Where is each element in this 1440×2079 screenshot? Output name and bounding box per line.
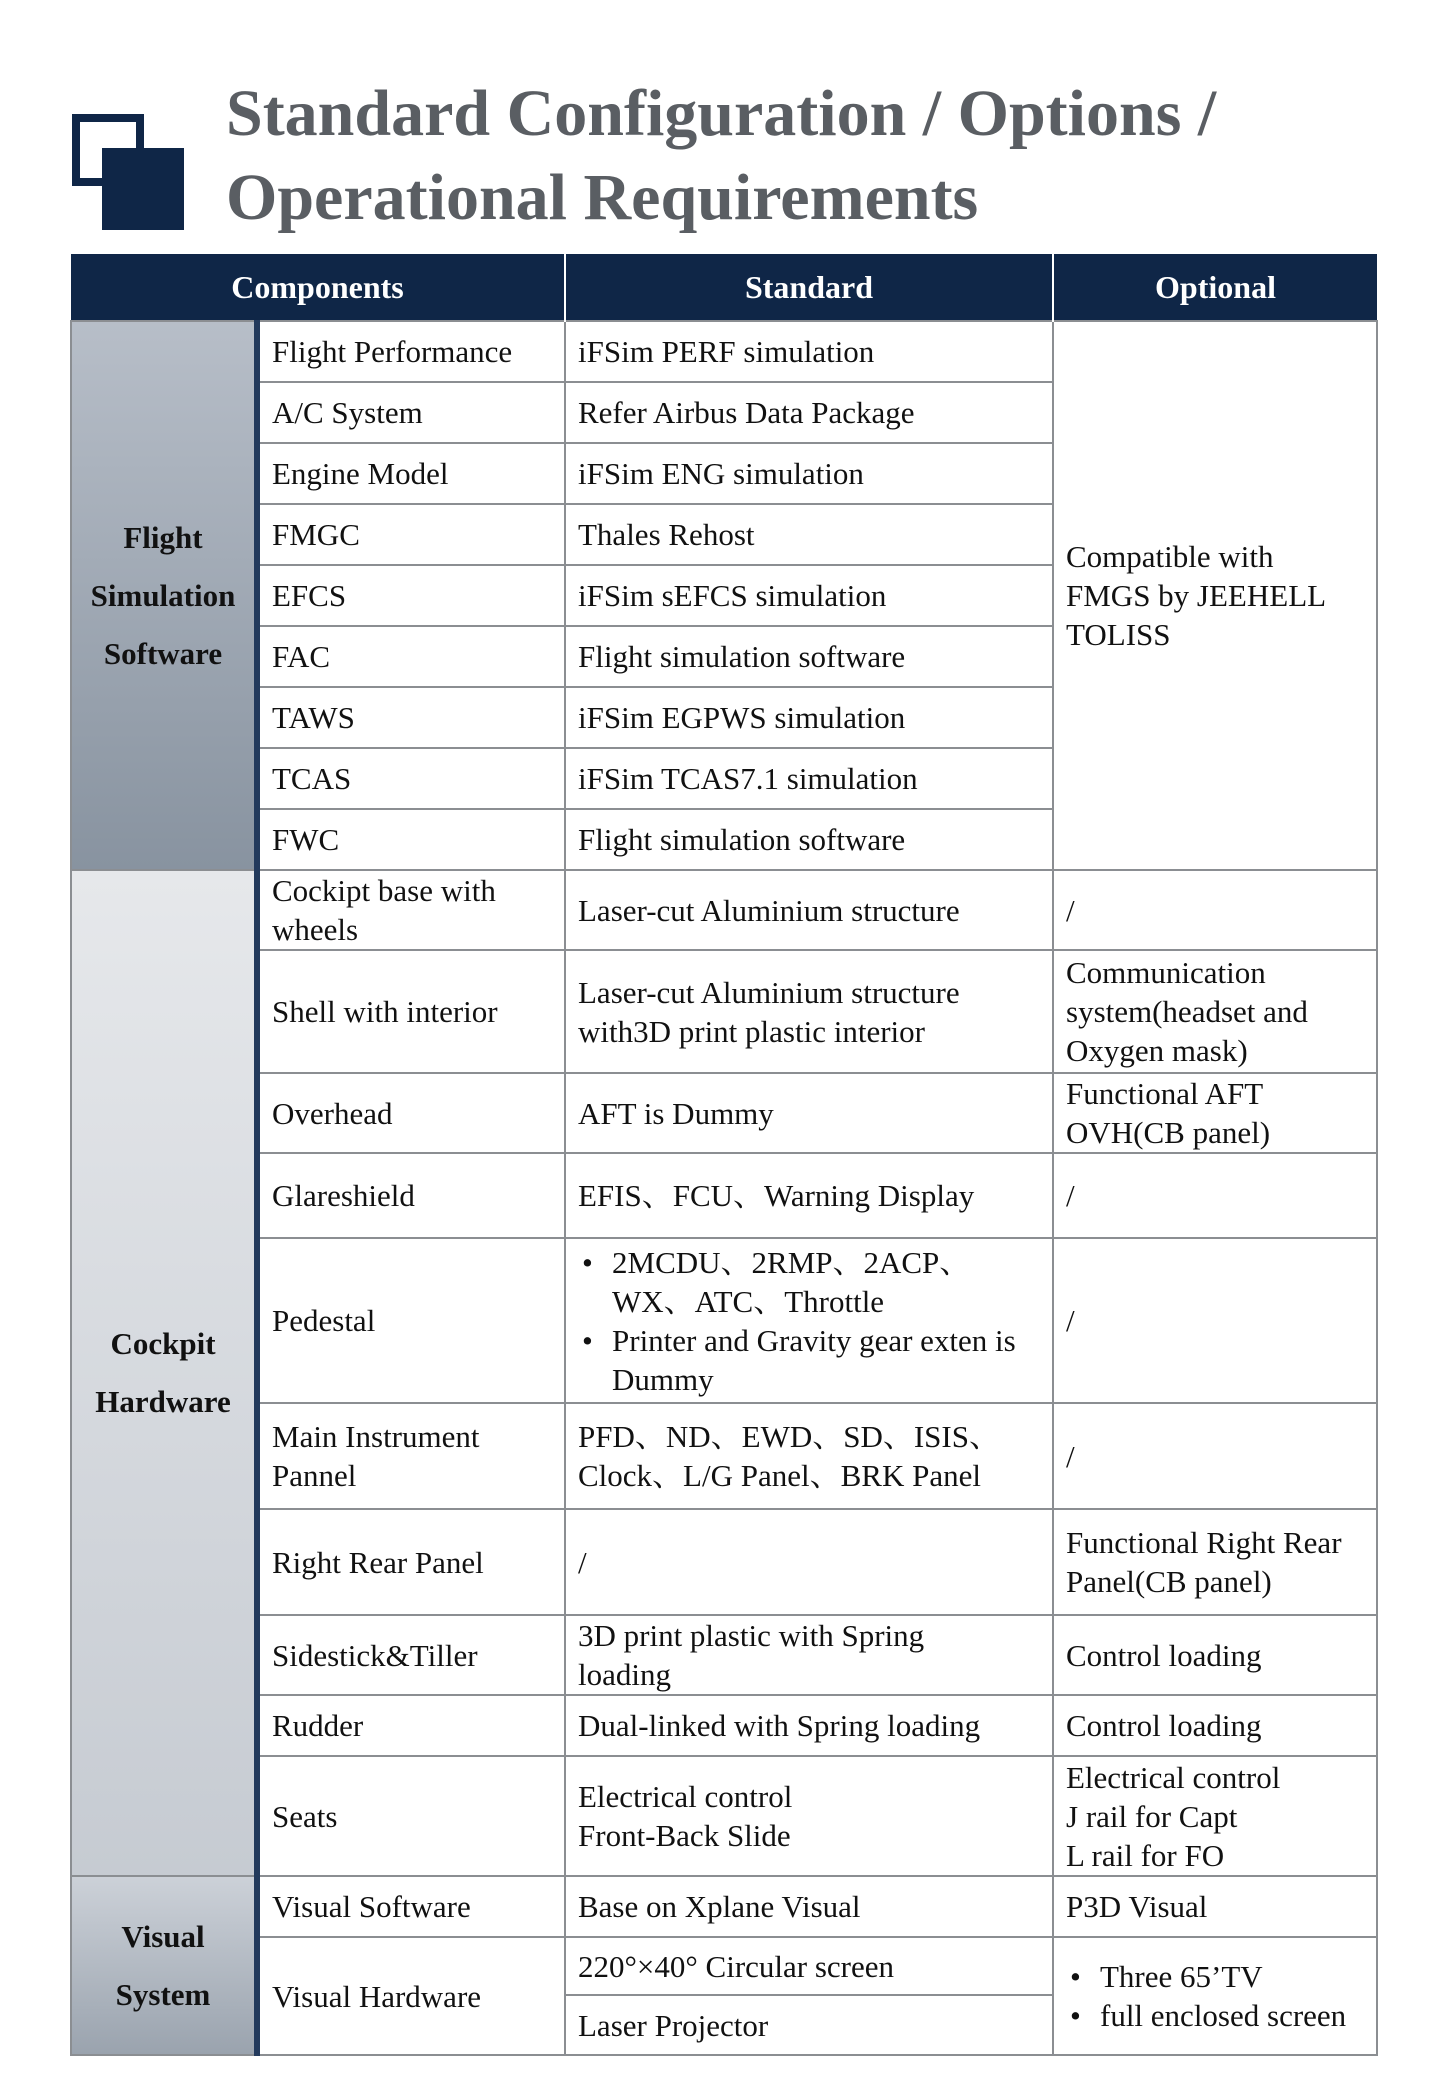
standard-bullet-list bbox=[578, 1243, 1040, 1399]
table-row bbox=[71, 1153, 1377, 1238]
standard-line: Front-Back Slide bbox=[578, 1818, 791, 1853]
component-line: Glareshield bbox=[272, 1178, 415, 1213]
table-row bbox=[71, 1615, 1377, 1695]
page-title-line-2: Operational Requirements bbox=[226, 161, 979, 234]
component-line: Pannel bbox=[272, 1458, 357, 1493]
table-header-row bbox=[71, 254, 1377, 321]
bullet-line: • Printer and Gravity gear exten is bbox=[612, 1322, 1016, 1358]
header-components: Components bbox=[71, 254, 565, 321]
bullet-item bbox=[612, 1243, 1040, 1321]
table-row bbox=[71, 321, 1377, 382]
component-cell bbox=[257, 1238, 565, 1403]
optional-cell: P3D Visual bbox=[1053, 1876, 1377, 1937]
standard-cell: Refer Airbus Data Package bbox=[565, 382, 1053, 443]
standard-cell: iFSim TCAS7.1 simulation bbox=[565, 748, 1053, 809]
component-cell: Visual Hardware bbox=[257, 1937, 565, 2055]
component-cell bbox=[257, 1615, 565, 1695]
standard-line: Electrical control bbox=[578, 1779, 793, 1814]
standard-line: / bbox=[578, 1544, 587, 1580]
category-label: System bbox=[115, 1976, 211, 2012]
category-visual-system bbox=[71, 1876, 257, 2055]
table-row bbox=[71, 1073, 1377, 1153]
component-line: Right Rear Panel bbox=[272, 1544, 484, 1580]
logo-filled-square bbox=[102, 148, 184, 230]
component-cell: Visual Software bbox=[257, 1876, 565, 1937]
standard-cell bbox=[565, 1238, 1053, 1403]
bullet-item bbox=[612, 1321, 1040, 1399]
optional-line: / bbox=[1066, 892, 1075, 928]
component-line: Sidestick&Tiller bbox=[272, 1637, 478, 1673]
standard-cell: Laser Projector bbox=[565, 1995, 1053, 2055]
category-label: Flight bbox=[123, 519, 203, 555]
table-row bbox=[71, 1403, 1377, 1509]
bullet-line: WX、ATC、Throttle bbox=[612, 1283, 885, 1319]
optional-cell bbox=[1053, 1238, 1377, 1403]
bullet-item: • Three 65’TV bbox=[1100, 1957, 1364, 1996]
category-label: Hardware bbox=[95, 1384, 231, 1419]
standard-line: Clock、L/G Panel、BRK Panel bbox=[578, 1458, 981, 1493]
component-line: Pedestal bbox=[272, 1303, 376, 1338]
optional-line: / bbox=[1066, 1303, 1075, 1338]
optional-line: Functional Right Rear bbox=[1066, 1525, 1342, 1560]
optional-line: / bbox=[1066, 1438, 1075, 1474]
standard-cell bbox=[565, 1403, 1053, 1509]
bullet-line: Dummy bbox=[612, 1361, 714, 1397]
category-cockpit-hardware bbox=[71, 870, 257, 1876]
standard-cell: iFSim sEFCS simulation bbox=[565, 565, 1053, 626]
category-label: Software bbox=[103, 635, 223, 671]
standard-cell: iFSim ENG simulation bbox=[565, 443, 1053, 504]
optional-cell bbox=[1053, 1509, 1377, 1615]
standard-line: Laser-cut Aluminium structure bbox=[578, 974, 960, 1010]
table-row bbox=[71, 1509, 1377, 1615]
optional-cell bbox=[1053, 1073, 1377, 1153]
category-flight-simulation-software bbox=[71, 321, 257, 870]
optional-cell-compatibility bbox=[1053, 321, 1377, 870]
component-cell: FAC bbox=[257, 626, 565, 687]
component-cell: FMGC bbox=[257, 504, 565, 565]
page-header bbox=[0, 0, 1440, 250]
component-cell bbox=[257, 870, 565, 950]
component-line: Seats bbox=[272, 1798, 338, 1834]
optional-cell bbox=[1053, 1695, 1377, 1756]
component-cell bbox=[257, 1073, 565, 1153]
component-cell bbox=[257, 1695, 565, 1756]
page-title-line-1: Standard Configuration / Options / bbox=[226, 77, 1217, 150]
standard-line: Laser-cut Aluminium structure bbox=[578, 892, 960, 928]
table-row bbox=[71, 1876, 1377, 1937]
component-cell: EFCS bbox=[257, 565, 565, 626]
optional-line: Panel(CB panel) bbox=[1066, 1564, 1272, 1599]
optional-line: Communication bbox=[1066, 955, 1266, 990]
standard-cell bbox=[565, 1756, 1053, 1876]
component-cell bbox=[257, 950, 565, 1073]
optional-bullet-list bbox=[1066, 1957, 1364, 2035]
page-title bbox=[226, 72, 1406, 240]
optional-cell bbox=[1053, 1615, 1377, 1695]
standard-cell: Flight simulation software bbox=[565, 626, 1053, 687]
component-line: Cockipt base with bbox=[272, 873, 496, 908]
optional-line: Compatible with bbox=[1066, 539, 1274, 574]
component-cell bbox=[257, 1756, 565, 1876]
standard-cell bbox=[565, 1615, 1053, 1695]
standard-line: with3D print plastic interior bbox=[578, 1013, 925, 1049]
optional-line: Control loading bbox=[1066, 1708, 1262, 1743]
component-line: Shell with interior bbox=[272, 994, 498, 1029]
header-standard: Standard bbox=[565, 254, 1053, 321]
optional-line: TOLISS bbox=[1066, 617, 1171, 652]
component-cell: Engine Model bbox=[257, 443, 565, 504]
optional-cell bbox=[1053, 1756, 1377, 1876]
optional-line: Electrical control bbox=[1066, 1759, 1281, 1795]
bullet-line: • 2MCDU、2RMP、2ACP、 bbox=[612, 1244, 971, 1280]
category-label: Simulation bbox=[90, 577, 236, 613]
standard-cell bbox=[565, 1073, 1053, 1153]
table-row bbox=[71, 1756, 1377, 1876]
standard-line: 3D print plastic with Spring bbox=[578, 1618, 925, 1653]
standard-cell bbox=[565, 1695, 1053, 1756]
category-label: Cockpit bbox=[110, 1326, 216, 1361]
standard-cell: iFSim PERF simulation bbox=[565, 321, 1053, 382]
component-cell: TAWS bbox=[257, 687, 565, 748]
table-row bbox=[71, 870, 1377, 950]
configuration-table bbox=[70, 254, 1378, 2056]
standard-cell: Thales Rehost bbox=[565, 504, 1053, 565]
table-row bbox=[71, 1695, 1377, 1756]
optional-line: L rail for FO bbox=[1066, 1837, 1225, 1873]
optional-cell bbox=[1053, 1153, 1377, 1238]
component-cell: TCAS bbox=[257, 748, 565, 809]
standard-line: AFT is Dummy bbox=[578, 1095, 774, 1131]
component-line: wheels bbox=[272, 912, 359, 947]
table-row bbox=[71, 950, 1377, 1073]
category-label: Visual bbox=[121, 1918, 205, 1954]
optional-line: Functional AFT bbox=[1066, 1076, 1264, 1111]
standard-cell bbox=[565, 870, 1053, 950]
optional-line: system(headset and bbox=[1066, 994, 1308, 1029]
standard-line: Dual-linked with Spring loading bbox=[578, 1708, 981, 1743]
optional-line: FMGS by JEEHELL bbox=[1066, 578, 1327, 613]
optional-cell bbox=[1053, 950, 1377, 1073]
optional-line: / bbox=[1066, 1178, 1075, 1213]
component-cell: Flight Performance bbox=[257, 321, 565, 382]
component-line: Overhead bbox=[272, 1095, 393, 1131]
component-cell bbox=[257, 1403, 565, 1509]
table-row bbox=[71, 1238, 1377, 1403]
standard-line: PFD、ND、EWD、SD、ISIS、 bbox=[578, 1419, 1000, 1454]
standard-cell: Flight simulation software bbox=[565, 809, 1053, 870]
component-line: Rudder bbox=[272, 1708, 364, 1743]
component-cell: FWC bbox=[257, 809, 565, 870]
standard-cell bbox=[565, 1509, 1053, 1615]
component-cell bbox=[257, 1153, 565, 1238]
optional-line: J rail for Capt bbox=[1066, 1798, 1238, 1834]
standard-cell: iFSim EGPWS simulation bbox=[565, 687, 1053, 748]
logo bbox=[72, 114, 184, 226]
standard-cell bbox=[565, 1153, 1053, 1238]
component-cell bbox=[257, 1509, 565, 1615]
optional-line: Control loading bbox=[1066, 1637, 1262, 1673]
table-row bbox=[71, 1937, 1377, 1995]
optional-cell bbox=[1053, 1403, 1377, 1509]
component-cell: A/C System bbox=[257, 382, 565, 443]
optional-cell bbox=[1053, 870, 1377, 950]
bullet-item: • full enclosed screen bbox=[1100, 1996, 1364, 2035]
optional-cell bbox=[1053, 1937, 1377, 2055]
optional-line: OVH(CB panel) bbox=[1066, 1115, 1271, 1150]
header-optional: Optional bbox=[1053, 254, 1377, 321]
optional-line: Oxygen mask) bbox=[1066, 1033, 1248, 1068]
standard-line: EFIS、FCU、Warning Display bbox=[578, 1178, 975, 1213]
standard-cell bbox=[565, 950, 1053, 1073]
standard-cell: Base on Xplane Visual bbox=[565, 1876, 1053, 1937]
standard-line: loading bbox=[578, 1657, 671, 1692]
standard-cell: 220°×40° Circular screen bbox=[565, 1937, 1053, 1995]
component-line: Main Instrument bbox=[272, 1419, 480, 1454]
